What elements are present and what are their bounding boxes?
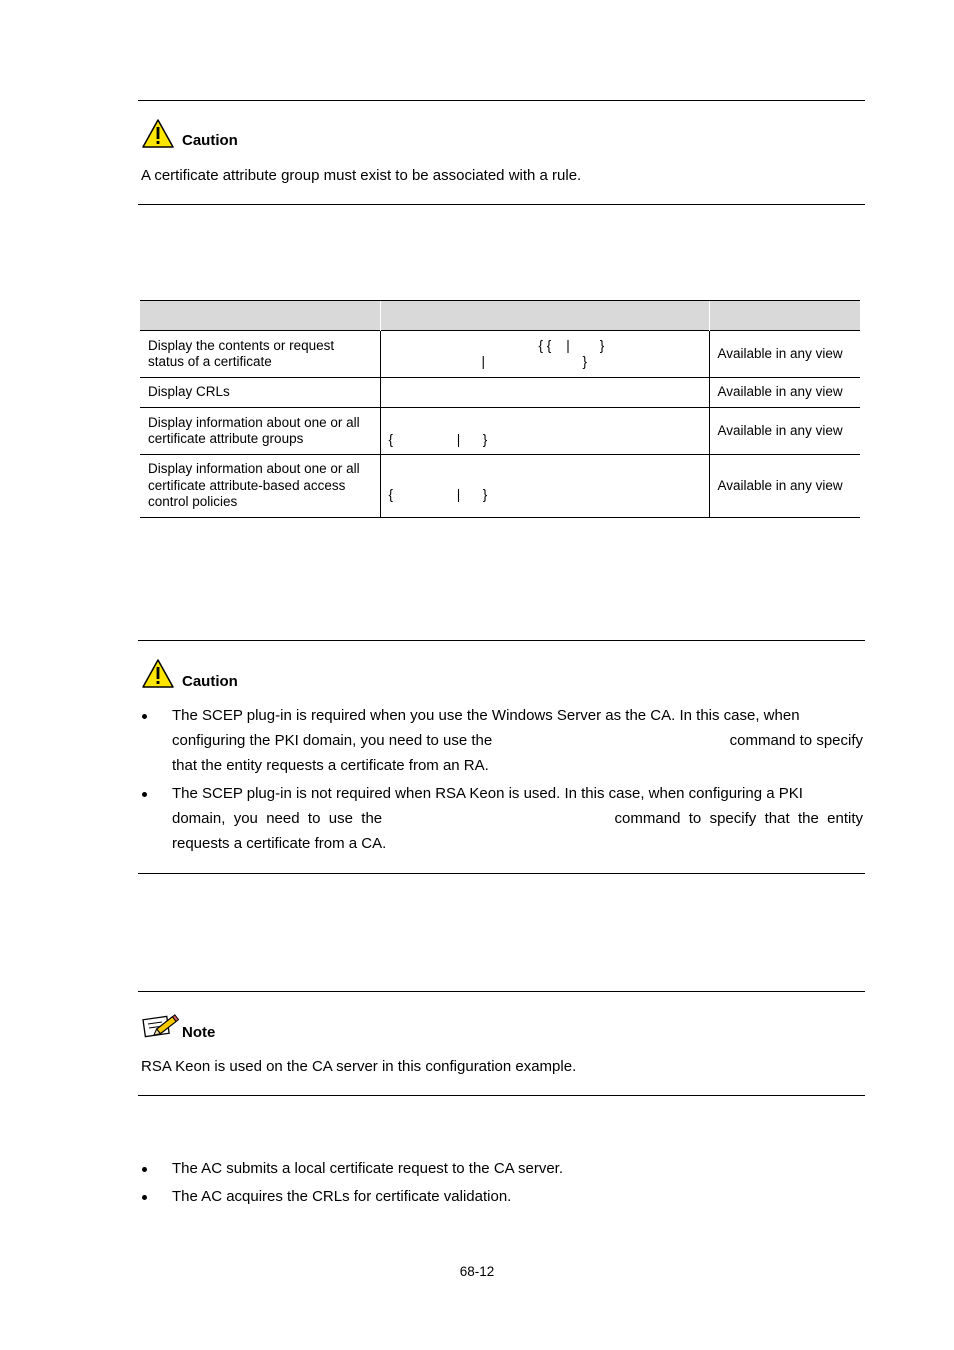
table-cell-command — [380, 455, 709, 518]
table-header-row — [140, 301, 860, 331]
table-row — [140, 408, 860, 455]
note-top-rule — [138, 991, 865, 992]
table-cell-description: Display information about one or all certificate attribute-based access control policies — [140, 455, 380, 518]
caution1-text: A certificate attribute group must exist to be associated with a rule. — [141, 167, 582, 184]
caution1-bottom-rule — [138, 204, 865, 205]
bullet-icon — [142, 1167, 147, 1172]
page-number: 68-12 — [459, 1264, 495, 1279]
table-cell-remarks: Available in any view — [709, 331, 860, 378]
caution2-bullet-1 — [172, 703, 863, 778]
table-cell-description: Display information about one or all certificate attribute groups — [140, 408, 380, 455]
table-cell-command — [380, 378, 709, 408]
note-label: Note — [182, 1024, 216, 1041]
note-bottom-rule — [138, 1095, 865, 1096]
command-fragment: | } — [481, 354, 588, 369]
bullet-text-line: that the entity requests a certificate from an RA. — [172, 757, 489, 774]
caution2-bottom-rule — [138, 873, 865, 874]
bullet-text-line: command to specify — [729, 732, 863, 749]
caution1-label: Caution — [182, 132, 238, 149]
table-row — [140, 455, 860, 518]
bullet-text-line: The SCEP plug-in is not required when RSA Keon is used. In this case, when configuring a PKI — [172, 785, 803, 802]
caution-icon — [141, 658, 175, 689]
table-cell-command — [380, 331, 709, 378]
caution-icon — [141, 118, 175, 149]
table-cell-remarks: Available in any view — [709, 378, 860, 408]
caution2-top-rule — [138, 640, 865, 641]
table-cell-description: Display CRLs — [140, 378, 380, 408]
table-cell-command — [380, 408, 709, 455]
bullet-icon — [142, 714, 147, 719]
table-cell-remarks: Available in any view — [709, 455, 860, 518]
header-cell-to-do — [140, 301, 380, 331]
command-fragment: { { | } — [538, 337, 605, 353]
bullet-text-line: domain, you need to use the — [172, 810, 383, 827]
table-cell-description: Display the contents or request status of a certificate — [140, 331, 380, 378]
table-cell-remarks: Available in any view — [709, 408, 860, 455]
table-row — [140, 331, 860, 378]
header-cell-remarks — [709, 301, 860, 331]
note-text: RSA Keon is used on the CA server in this configuration example. — [141, 1058, 577, 1075]
requirement-item: The AC submits a local certificate request to the CA server. — [172, 1160, 564, 1177]
caution2-bullet-2 — [172, 781, 863, 856]
command-fragment: { | } — [388, 431, 488, 447]
command-fragment: { | } — [388, 486, 488, 502]
table-row — [140, 378, 860, 408]
bullet-text-line: configuring the PKI domain, you need to use the — [172, 732, 493, 749]
bullet-text-line: command to specify that the entity — [614, 810, 863, 827]
note-pencil-icon — [142, 1010, 180, 1038]
display-commands-table — [140, 300, 860, 518]
requirement-item: The AC acquires the CRLs for certificate validation. — [172, 1188, 512, 1205]
bullet-text-line: The SCEP plug-in is required when you use the Windows Server as the CA. In this case, when — [172, 707, 800, 724]
caution2-label: Caution — [182, 673, 238, 690]
bullet-text-line: requests a certificate from a CA. — [172, 835, 387, 852]
header-cell-command — [380, 301, 709, 331]
caution1-top-rule — [138, 100, 865, 101]
bullet-icon — [142, 1195, 147, 1200]
bullet-icon — [142, 792, 147, 797]
